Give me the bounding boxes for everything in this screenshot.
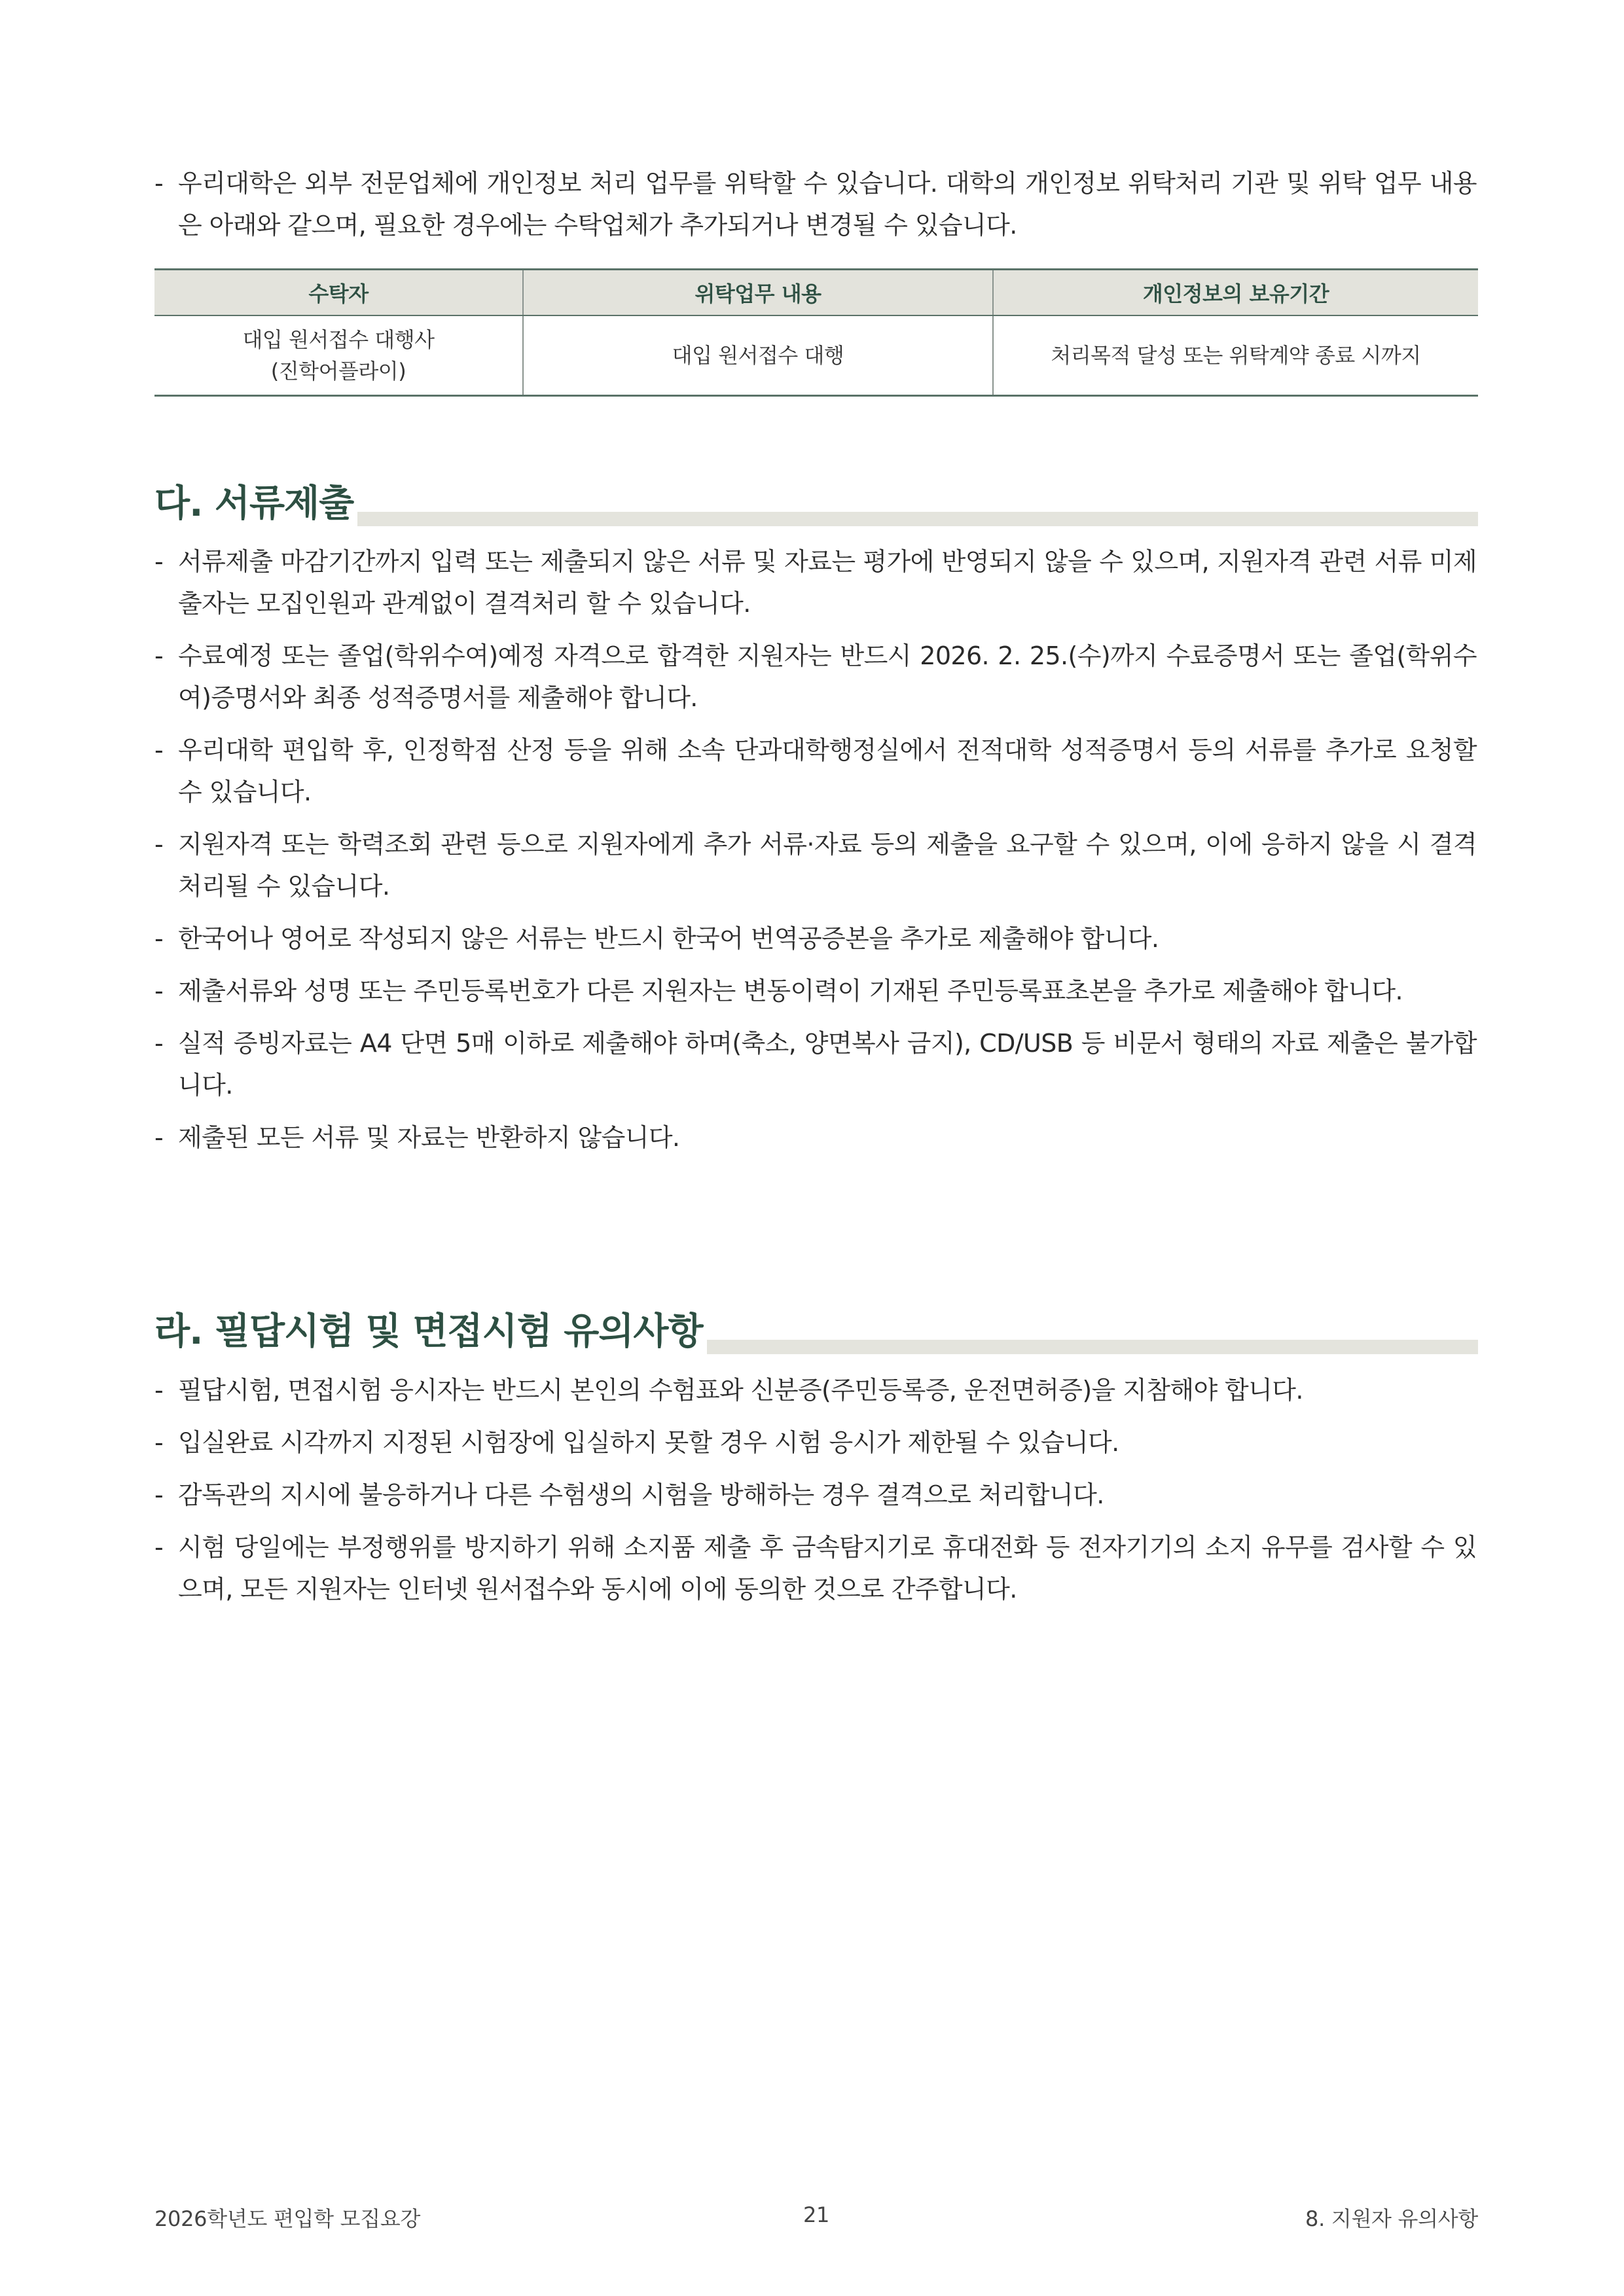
bullet-dash: - <box>154 1029 164 1058</box>
cell-trustee <box>154 315 523 396</box>
list-item <box>154 541 1477 624</box>
section-title: 다. 서류제출 <box>154 478 357 530</box>
bullet-dash: - <box>154 547 164 576</box>
bullet-dash: - <box>154 1123 164 1152</box>
list-item <box>154 635 1477 719</box>
bullet-dash: - <box>154 924 164 953</box>
outsourcing-table <box>154 268 1478 397</box>
cell-trustee-line2: (진학어플라이) <box>270 359 406 384</box>
bullet-dash: - <box>154 830 164 859</box>
section-title: 라. 필답시험 및 면접시험 유의사항 <box>154 1306 707 1358</box>
list-item <box>154 1422 1477 1463</box>
list-item-text: 실적 증빙자료는 A4 단면 5매 이하로 제출해야 하며(축소, 양면복사 금지), CD/USB 등 비문서 형태의 자료 제출은 불가합니다. <box>178 1029 1477 1100</box>
list-item-text: 우리대학 편입학 후, 인정학점 산정 등을 위해 소속 단과대학행정실에서 전적대학 성적증명서 등의 서류를 추가로 요청할 수 있습니다. <box>178 736 1477 806</box>
list-item-text: 지원자격 또는 학력조회 관련 등으로 지원자에게 추가 서류·자료 등의 제출을 요구할 수 있으며, 이에 응하지 않을 시 결격 처리될 수 있습니다. <box>178 830 1477 901</box>
list-item <box>154 1022 1477 1106</box>
bullet-dash: - <box>154 1376 164 1405</box>
intro-bullet-text: 우리대학은 외부 전문업체에 개인정보 처리 업무를 위탁할 수 있습니다. 대학의 개인정보 위탁처리 기관 및 위탁 업무 내용은 아래와 같으며, 필요한 경우에는 수탁업체가 추가되거나 변경될 수 있습니다. <box>178 169 1477 240</box>
list-item-text: 서류제출 마감기간까지 입력 또는 제출되지 않은 서류 및 자료는 평가에 반영되지 않을 수 있으며, 지원자격 관련 서류 미제출자는 모집인원과 관계없이 결격처리 할 수 있습니다. <box>178 547 1477 618</box>
bullet-dash: - <box>154 1533 164 1562</box>
bullet-dash: - <box>154 169 164 198</box>
list-item-text: 제출서류와 성명 또는 주민등록번호가 다른 지원자는 변동이력이 기재된 주민등록표초본을 추가로 제출해야 합니다. <box>178 977 1403 1005</box>
exam-notes-bullets <box>154 1369 1477 1621</box>
list-item-text: 수료예정 또는 졸업(학위수여)예정 자격으로 합격한 지원자는 반드시 2026. 2. 25.(수)까지 수료증명서 또는 졸업(학위수여)증명서와 최종 성적증명서를 제출해야 합니다. <box>178 641 1477 712</box>
footer-chapter: 8. 지원자 유의사항 <box>1305 2206 1478 2231</box>
table-row <box>154 315 1478 396</box>
list-item <box>154 1474 1477 1516</box>
bullet-dash: - <box>154 736 164 764</box>
cell-trustee-line1: 대입 원서접수 대행사 <box>242 327 435 352</box>
list-item <box>154 1117 1477 1158</box>
table-header-row <box>154 270 1478 316</box>
section-heading-exam-notes <box>154 1299 1478 1358</box>
list-item-text: 제출된 모든 서류 및 자료는 반환하지 않습니다. <box>178 1123 680 1152</box>
column-header-task: 위탁업무 내용 <box>523 270 993 316</box>
column-header-trustee: 수탁자 <box>154 270 523 316</box>
bullet-dash: - <box>154 1428 164 1457</box>
section-heading-documents <box>154 471 1478 530</box>
cell-retention: 처리목적 달성 또는 위탁계약 종료 시까지 <box>993 315 1478 396</box>
column-header-retention: 개인정보의 보유기간 <box>993 270 1478 316</box>
intro-block <box>154 162 1477 257</box>
documents-bullets <box>154 541 1477 1169</box>
list-item-text: 한국어나 영어로 작성되지 않은 서류는 반드시 한국어 번역공증본을 추가로 제출해야 합니다. <box>178 924 1159 953</box>
page-footer <box>154 2202 1478 2235</box>
footer-page-number: 21 <box>803 2202 830 2227</box>
footer-document-title: 2026학년도 편입학 모집요강 <box>154 2206 421 2231</box>
list-item-text: 감독관의 지시에 불응하거나 다른 수험생의 시험을 방해하는 경우 결격으로 처리합니다. <box>178 1480 1104 1509</box>
list-item <box>154 918 1477 960</box>
list-item <box>154 823 1477 907</box>
list-item <box>154 1526 1477 1610</box>
list-item <box>154 970 1477 1012</box>
list-item-text: 필답시험, 면접시험 응시자는 반드시 본인의 수험표와 신분증(주민등록증, 운전면허증)을 지참해야 합니다. <box>178 1376 1303 1405</box>
bullet-dash: - <box>154 977 164 1005</box>
list-item-text: 입실완료 시각까지 지정된 시험장에 입실하지 못할 경우 시험 응시가 제한될 수 있습니다. <box>178 1428 1119 1457</box>
bullet-dash: - <box>154 641 164 670</box>
bullet-dash: - <box>154 1480 164 1509</box>
list-item-text: 시험 당일에는 부정행위를 방지하기 위해 소지품 제출 후 금속탐지기로 휴대전화 등 전자기기의 소지 유무를 검사할 수 있으며, 모든 지원자는 인터넷 원서접수와 동시에 이에 동의한 것으로 간주합니다. <box>178 1533 1477 1604</box>
list-item <box>154 729 1477 813</box>
intro-bullet <box>154 162 1477 246</box>
cell-task: 대입 원서접수 대행 <box>523 315 993 396</box>
list-item <box>154 1369 1477 1411</box>
